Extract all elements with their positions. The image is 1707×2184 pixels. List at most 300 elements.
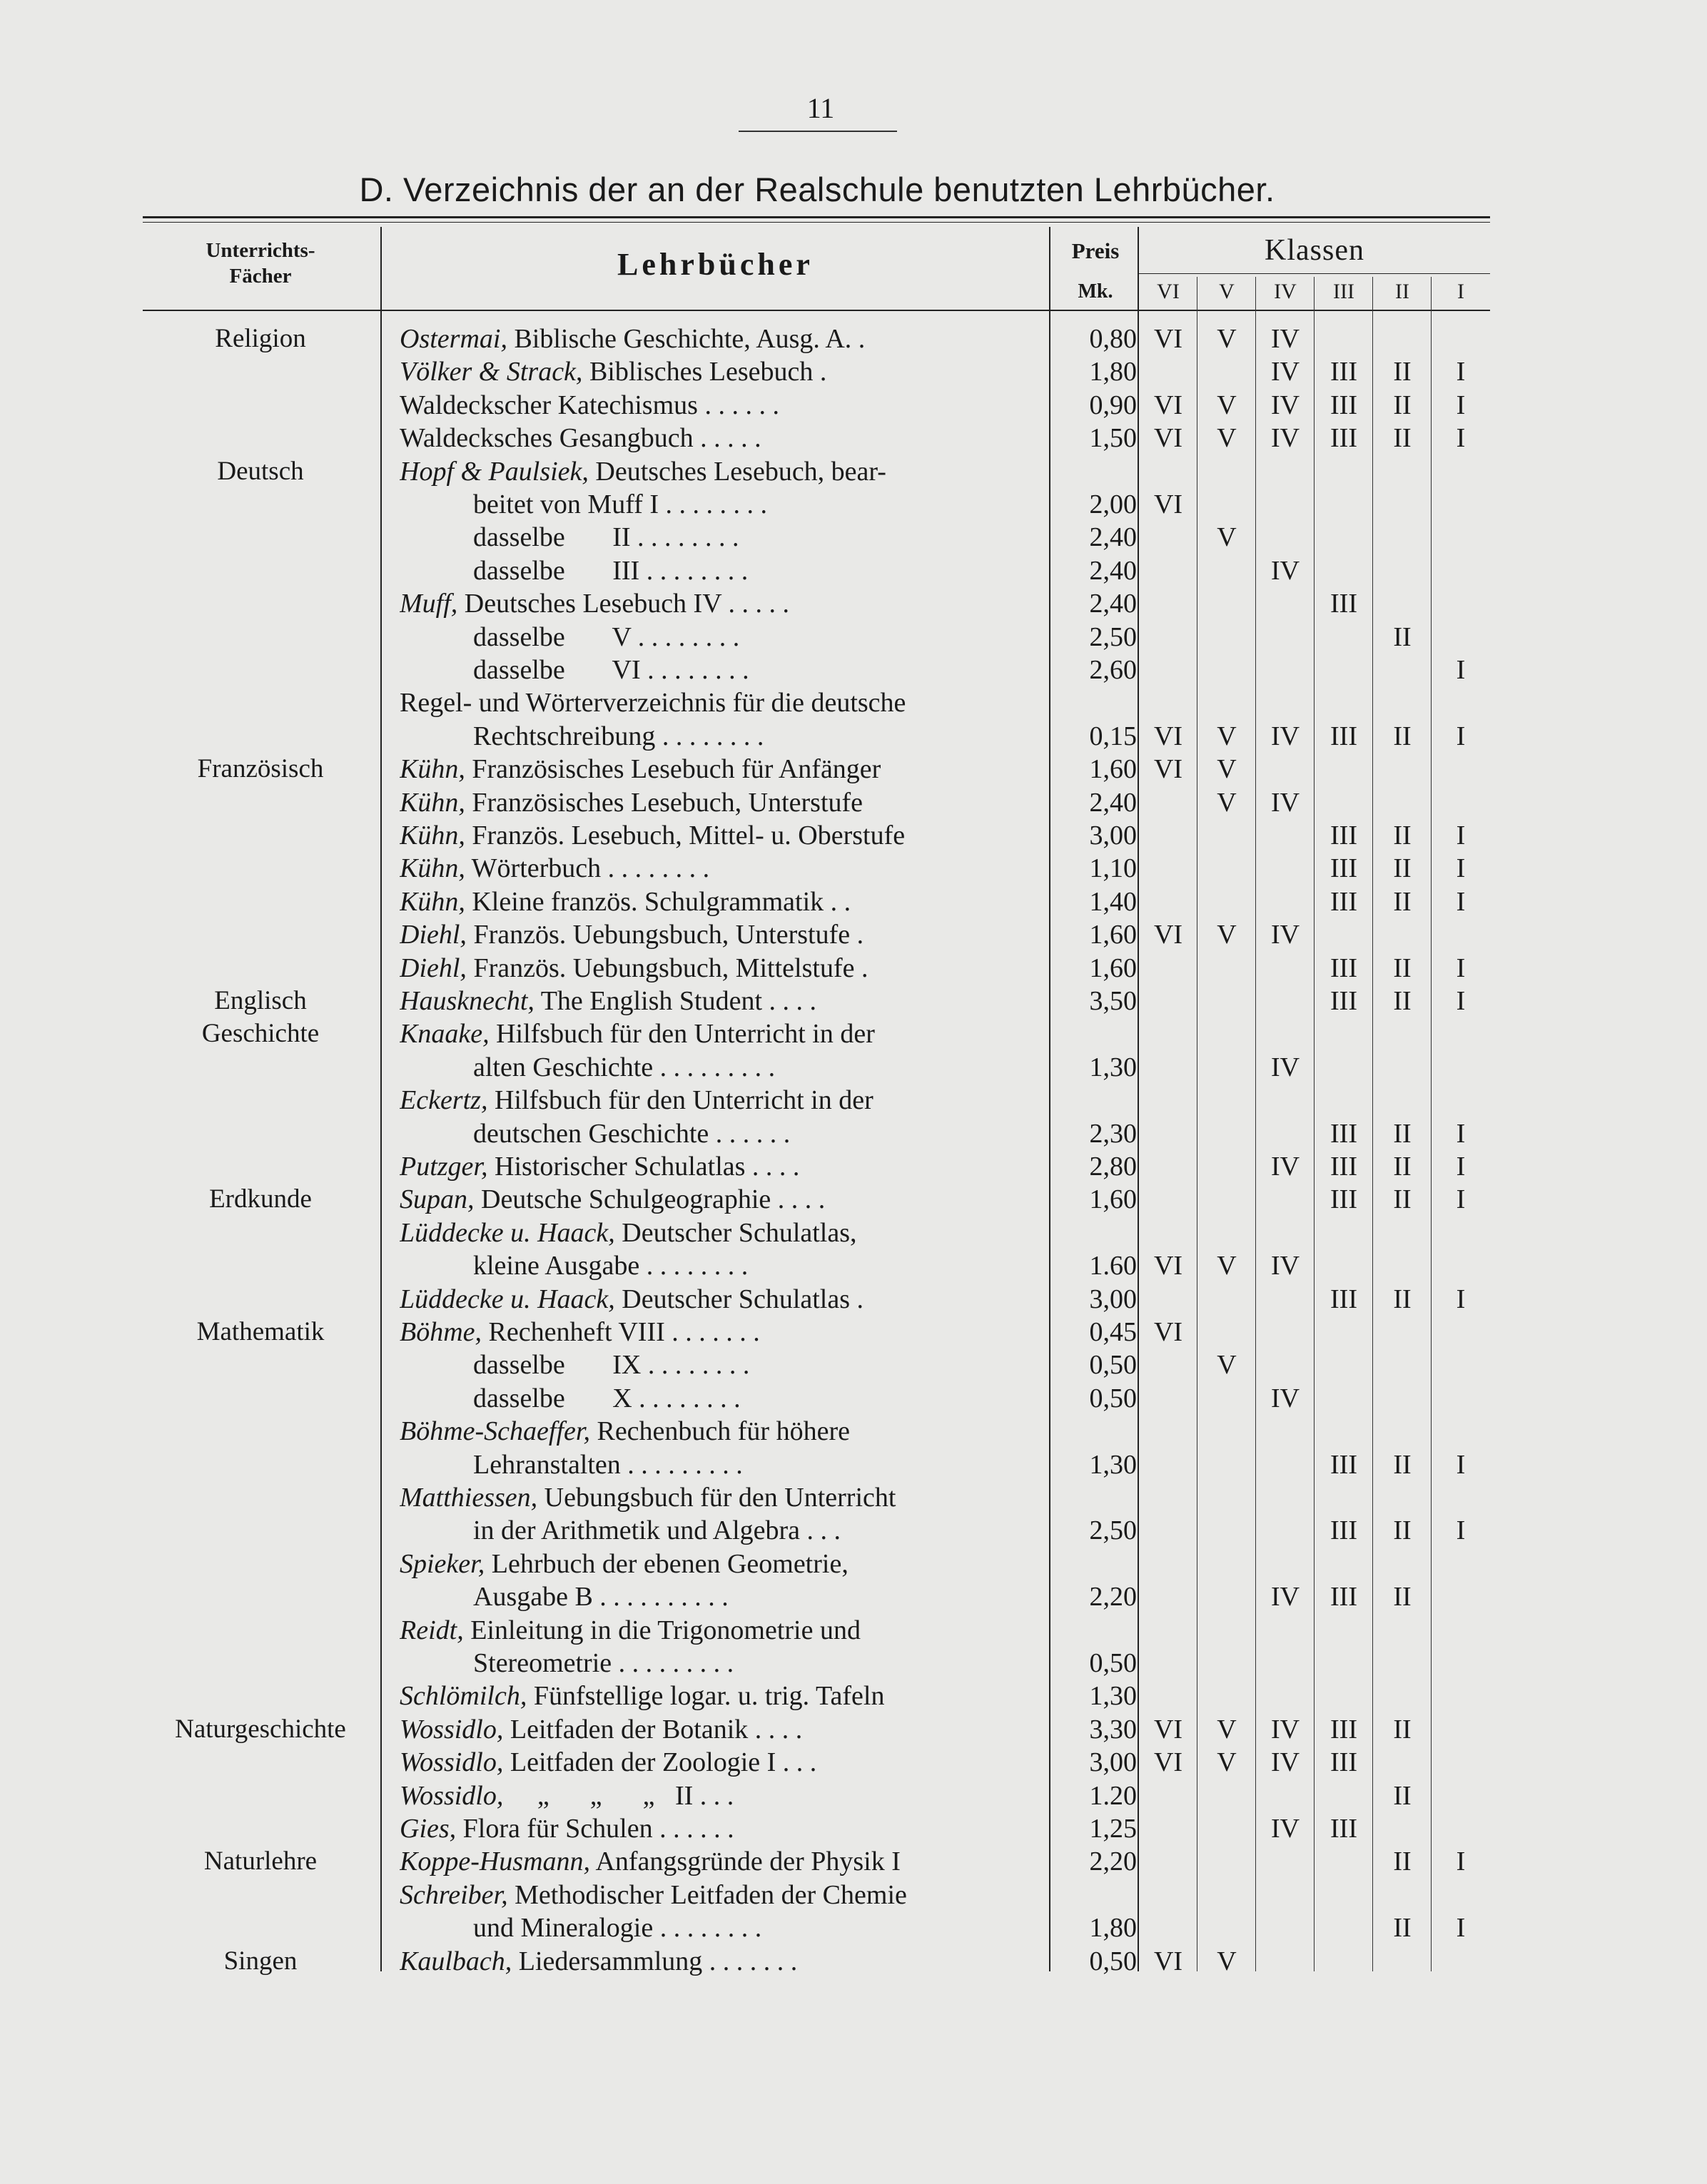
book-title: Liedersammlung . . . . . . . [512,1946,798,1976]
book-title: Deutscher Schulatlas, [614,1217,857,1248]
book-cell [473,1051,1028,1084]
price-cell: 1,25 [1089,1814,1137,1844]
book-title: Methodischer Leitfaden der Chemie [507,1879,907,1910]
header-class-i: I [1457,280,1464,303]
book-title: Rechtschreibung . . . . . . . . [473,721,764,751]
subject-cell: Naturgeschichte [175,1714,346,1744]
book-author: Kühn, [400,787,465,818]
book-cell [400,1845,1028,1878]
book-author: Böhme, [400,1317,482,1347]
table-row [0,1117,1707,1150]
price-cell: 1,80 [1089,357,1137,387]
book-title: Historischer Schulatlas . . . . [487,1152,800,1182]
page-number-rule [739,131,897,132]
book-title: und Mineralogie . . . . . . . . [473,1913,762,1944]
table-row [0,322,1707,355]
table-row [0,1580,1707,1613]
class-cell: I [1456,1913,1466,1944]
class-cell: II [1393,1449,1412,1480]
book-title: alten Geschichte . . . . . . . . . [473,1052,776,1082]
price-cell: 1,30 [1089,1681,1137,1712]
class-cell: V [1217,754,1237,785]
class-cell: I [1456,1284,1466,1314]
class-cell: III [1330,853,1357,884]
book-cell [400,355,1028,388]
book-title: Rechenbuch für höhere [589,1416,850,1447]
price-cell: 3,00 [1089,1284,1137,1314]
book-title: Waldecksches Gesangbuch . . . . . [400,423,761,454]
book-author: Kühn, [400,853,465,884]
subject-cell: Englisch [214,986,307,1015]
book-cell [473,1448,1028,1481]
class-cell: I [1456,357,1466,387]
table-row [0,1945,1707,1978]
price-cell: 2,30 [1089,1118,1137,1149]
class-cell: I [1456,1449,1466,1480]
table-row [0,587,1707,620]
subject-cell: Erdkunde [209,1184,312,1214]
class-cell: VI [1153,754,1183,785]
class-cell: V [1217,1714,1237,1744]
price-cell: 2,80 [1089,1152,1137,1182]
book-title: dasselbe IX . . . . . . . . [473,1350,750,1381]
class-cell: III [1330,1118,1357,1149]
book-cell [400,455,1028,488]
class-cell: II [1393,357,1412,387]
book-cell [400,1548,1028,1580]
book-author: Diehl, [400,953,467,983]
class-cell: VI [1153,390,1183,420]
price-cell: 0,80 [1089,324,1137,354]
class-cell: V [1217,721,1237,751]
table-row [0,786,1707,819]
class-cell: VI [1153,489,1183,519]
book-cell [473,1382,1028,1415]
header-faecher [143,238,378,289]
table-row [0,720,1707,753]
class-cell: I [1456,721,1466,751]
book-title: Französ. Lesebuch, Mittel- u. Oberstufe [465,821,906,850]
class-cell: III [1330,1515,1357,1546]
class-cell: I [1456,986,1466,1016]
class-cell: III [1330,1449,1357,1480]
class-cell: IV [1270,1814,1300,1844]
book-cell [400,1879,1028,1911]
class-cell: II [1393,986,1412,1016]
table-row [0,1911,1707,1944]
book-author: Kühn, [400,886,465,917]
book-title: dasselbe III . . . . . . . . [473,555,749,586]
book-title: Lehrbuch der ebenen Geometrie, [485,1548,849,1579]
book-author: Wossidlo, [400,1780,504,1811]
book-cell [473,1117,1028,1150]
price-cell: 2,50 [1089,621,1137,652]
book-author: Koppe-Husmann, [400,1847,591,1877]
table-row [0,753,1707,786]
class-cell: II [1393,1913,1412,1944]
subject-cell: Deutsch [217,456,304,486]
book-cell [400,322,1028,355]
class-cell: IV [1270,390,1300,420]
book-cell [400,1614,1028,1647]
price-cell: 2,40 [1089,522,1137,553]
subject-cell: Mathematik [196,1317,325,1346]
class-cell: IV [1270,920,1300,950]
price-cell: 1,30 [1089,1449,1137,1480]
subject-cell: Naturlehre [203,1847,318,1876]
class-cell: IV [1270,721,1300,751]
book-cell [400,1283,1028,1316]
book-cell [400,1945,1028,1978]
price-cell: 1,60 [1089,1184,1137,1215]
class-cell: IV [1270,1582,1300,1612]
class-cell: II [1393,390,1412,420]
class-cell: III [1330,1582,1357,1612]
table-row [0,1316,1707,1349]
book-title: in der Arithmetik und Algebra . . . [473,1515,841,1546]
class-cell: IV [1270,787,1300,818]
table-row [0,1017,1707,1050]
table-row [0,1349,1707,1381]
book-cell [473,654,1028,686]
header-mk: Mk. [1078,280,1113,303]
book-title: Wörterbuch . . . . . . . . [465,853,710,884]
book-title: Leitfaden der Botanik . . . . [503,1714,803,1744]
book-cell [400,852,1028,885]
table-row [0,389,1707,422]
class-cell: IV [1270,1251,1300,1281]
book-cell [473,1514,1028,1547]
class-cell: V [1217,787,1237,818]
class-cell: V [1217,1350,1237,1381]
book-cell [400,1713,1028,1746]
table-row [0,1382,1707,1415]
class-cell: VI [1153,1946,1183,1976]
table-row [0,654,1707,686]
book-author: Ostermai, [400,324,507,354]
class-cell: I [1456,1515,1466,1546]
book-cell [400,1217,1028,1249]
book-title: Rechenheft VIII . . . . . . . [482,1317,760,1347]
book-title: Regel- und Wörterverzeichnis für die deutsche [400,688,906,718]
table-row [0,1448,1707,1481]
header-class-vi: VI [1157,280,1180,303]
class-cell: III [1330,821,1357,850]
class-cell: IV [1270,324,1300,354]
book-cell [473,1911,1028,1944]
table-row [0,1084,1707,1117]
book-title: Hilfsbuch für den Unterricht in der [489,1019,875,1050]
class-cell: IV [1270,1152,1300,1182]
book-cell [400,952,1028,985]
book-cell [400,389,1028,422]
class-cell: III [1330,953,1357,983]
book-title: Stereometrie . . . . . . . . . [473,1648,734,1678]
table-row [0,1680,1707,1712]
price-cell: 2,60 [1089,655,1137,685]
class-cell: V [1217,423,1237,454]
header-klassen-rule [1139,273,1490,274]
table-row [0,1548,1707,1580]
subject-cell: Singen [223,1946,298,1976]
class-cell: III [1330,1184,1357,1215]
book-cell [473,554,1028,587]
price-cell: 2,40 [1089,787,1137,818]
price-cell: 2,50 [1089,1515,1137,1546]
table-row [0,852,1707,885]
book-title: dasselbe V . . . . . . . . [473,621,740,652]
table-row [0,1845,1707,1878]
book-author: Supan, [400,1184,475,1215]
header-class-ii: II [1395,280,1409,303]
class-cell: II [1393,1515,1412,1546]
book-title: Französ. Uebungsbuch, Unterstufe . [466,920,864,950]
book-title: Biblisches Lesebuch . [582,357,827,387]
book-title: Deutsches Lesebuch, bear- [588,456,886,487]
class-cell: I [1456,423,1466,454]
book-cell [400,1084,1028,1117]
class-cell: II [1393,1152,1412,1182]
book-title: dasselbe X . . . . . . . . [473,1383,741,1413]
price-cell: 0,50 [1089,1350,1137,1381]
book-cell [473,521,1028,554]
book-title: Deutscher Schulatlas . [614,1284,864,1314]
price-cell: 2,00 [1089,489,1137,519]
class-cell: II [1393,853,1412,884]
book-title: beitet von Muff I . . . . . . . . [473,489,767,519]
book-title: The English Student . . . . [534,986,817,1016]
book-author: Eckertz, [400,1085,488,1116]
header-faecher-text: Unterrichts- Fächer [206,239,315,288]
class-cell: IV [1270,1052,1300,1082]
class-cell: VI [1153,1251,1183,1281]
class-cell: II [1393,1582,1412,1612]
class-cell: II [1393,423,1412,454]
class-cell: II [1393,1780,1412,1811]
class-cell: II [1393,1847,1412,1877]
book-author: Spieker, [400,1548,485,1579]
price-cell: 2,20 [1089,1582,1137,1612]
subject-cell: Geschichte [201,1019,320,1049]
book-author: Reidt, [400,1615,464,1645]
book-cell [473,1349,1028,1381]
book-author: Putzger, [400,1152,488,1182]
table-row [0,1879,1707,1911]
book-cell [400,1183,1028,1216]
table-row [0,455,1707,488]
book-title: Einleitung in die Trigonometrie und [463,1615,861,1645]
table-row [0,918,1707,951]
class-cell: II [1393,1184,1412,1215]
class-cell: II [1393,721,1412,751]
header-class-iii: III [1333,280,1354,303]
book-cell [400,753,1028,786]
book-cell [400,786,1028,819]
book-title: „ „ „ II . . . [503,1780,734,1811]
class-cell: III [1330,986,1357,1016]
class-cell: VI [1153,721,1183,751]
price-cell: 1,80 [1089,1913,1137,1944]
book-cell [473,1249,1028,1282]
subject-cell: Religion [215,324,306,353]
book-title: Ausgabe B . . . . . . . . . . [473,1582,729,1612]
header-klassen: Klassen [1265,234,1364,267]
top-rule-thin [143,222,1490,223]
table-row [0,1183,1707,1216]
class-cell: I [1456,1152,1466,1182]
class-cell: V [1217,920,1237,950]
book-cell [400,1680,1028,1712]
book-title: Fünfstellige logar. u. trig. Tafeln [527,1681,885,1712]
table-row [0,885,1707,918]
class-cell: IV [1270,1747,1300,1778]
book-author: Kühn, [400,754,465,785]
table-row [0,1514,1707,1547]
header-lehrbuecher: Lehrbücher [617,247,814,282]
table-row [0,1217,1707,1249]
book-author: Wossidlo, [400,1747,504,1778]
class-cell: III [1330,423,1357,454]
class-cell: I [1456,886,1466,917]
class-cell: I [1456,853,1466,884]
book-cell [400,918,1028,951]
book-author: Schlömilch, [400,1681,527,1712]
table-row [0,1779,1707,1812]
book-cell [400,422,1028,454]
book-author: Muff, [400,589,458,619]
subject-cell: Französisch [197,754,324,784]
price-cell: 1,60 [1089,754,1137,785]
book-cell [473,488,1028,521]
class-cell: VI [1153,1747,1183,1778]
book-title: Hilfsbuch für den Unterricht in der [487,1085,873,1116]
class-cell: VI [1153,423,1183,454]
class-cell: II [1393,621,1412,652]
price-cell: 0,45 [1089,1317,1137,1347]
book-title: Deutsche Schulgeographie . . . . [474,1184,826,1215]
class-cell: II [1393,953,1412,983]
class-cell: III [1330,1284,1357,1314]
book-cell [400,1017,1028,1050]
table-row [0,1150,1707,1183]
book-author: Völker & Strack, [400,357,583,387]
class-cell: III [1330,1814,1357,1844]
book-cell [473,720,1028,753]
class-cell: IV [1270,357,1300,387]
page-title: D. Verzeichnis der an der Realschule benutzten Lehrbücher. [359,171,1275,208]
top-rule [143,216,1490,218]
book-cell [400,1316,1028,1349]
book-title: Waldeckscher Katechismus . . . . . . [400,390,779,420]
class-cell: II [1393,1118,1412,1149]
price-cell: 2,40 [1089,589,1137,619]
class-cell: II [1393,1284,1412,1314]
class-cell: V [1217,522,1237,553]
book-cell [400,1779,1028,1812]
class-cell: IV [1270,1714,1300,1744]
price-cell: 3,00 [1089,1747,1137,1778]
table-row [0,1614,1707,1647]
table-row [0,1283,1707,1316]
book-title: dasselbe II . . . . . . . . [473,522,739,553]
book-cell [400,686,1028,719]
table-row [0,521,1707,554]
book-cell [400,885,1028,918]
book-title: Leitfaden der Zoologie I . . . [503,1747,817,1778]
book-title: Französ. Uebungsbuch, Mittelstufe . [466,953,868,983]
price-cell: 1,60 [1089,953,1137,983]
header-preis: Preis [1071,238,1120,263]
class-cell: V [1217,1747,1237,1778]
class-cell: III [1330,886,1357,917]
class-cell: III [1330,1747,1357,1778]
class-cell: IV [1270,1383,1300,1413]
book-cell [400,1150,1028,1183]
price-cell: 1,50 [1089,423,1137,454]
table-row [0,1647,1707,1680]
table-row [0,554,1707,587]
class-cell: VI [1153,920,1183,950]
book-author: Diehl, [400,920,467,950]
price-cell: 0,50 [1089,1383,1137,1413]
price-cell: 3,30 [1089,1714,1137,1744]
price-cell: 2,40 [1089,555,1137,586]
table-row [0,1481,1707,1514]
book-title: Kleine französ. Schulgrammatik . . [465,886,851,917]
class-cell: III [1330,1152,1357,1182]
table-row [0,1051,1707,1084]
book-cell [400,985,1028,1017]
table-row [0,819,1707,852]
book-author: Knaake, [400,1019,490,1050]
book-cell [400,1746,1028,1779]
book-cell [400,1812,1028,1845]
price-cell: 0,90 [1089,390,1137,420]
book-author: Böhme-Schaeffer, [400,1416,590,1447]
class-cell: I [1456,821,1466,850]
price-cell: 3,50 [1089,986,1137,1016]
page-number: 11 [806,92,835,124]
class-cell: IV [1270,555,1300,586]
class-cell: IV [1270,423,1300,454]
class-cell: II [1393,1714,1412,1744]
class-cell: I [1456,1184,1466,1215]
table-row [0,355,1707,388]
book-title: dasselbe VI . . . . . . . . [473,655,749,685]
price-cell: 1.60 [1089,1251,1137,1281]
class-cell: VI [1153,324,1183,354]
book-author: Matthiessen, [400,1483,538,1513]
table-row [0,422,1707,454]
class-cell: III [1330,721,1357,751]
book-author: Hopf & Paulsiek, [400,456,589,487]
price-cell: 0,15 [1089,721,1137,751]
class-cell: III [1330,390,1357,420]
book-cell [473,621,1028,654]
price-cell: 2,20 [1089,1847,1137,1877]
price-cell: 1,40 [1089,886,1137,917]
book-title: Französisches Lesebuch, Unterstufe [465,787,863,818]
table-row [0,952,1707,985]
table-row [0,488,1707,521]
book-cell [400,1415,1028,1448]
class-cell: V [1217,390,1237,420]
book-title: kleine Ausgabe . . . . . . . . [473,1251,749,1281]
table-row [0,1249,1707,1282]
book-title: Lehranstalten . . . . . . . . . [473,1449,743,1480]
class-cell: III [1330,1714,1357,1744]
class-cell: I [1456,655,1466,685]
